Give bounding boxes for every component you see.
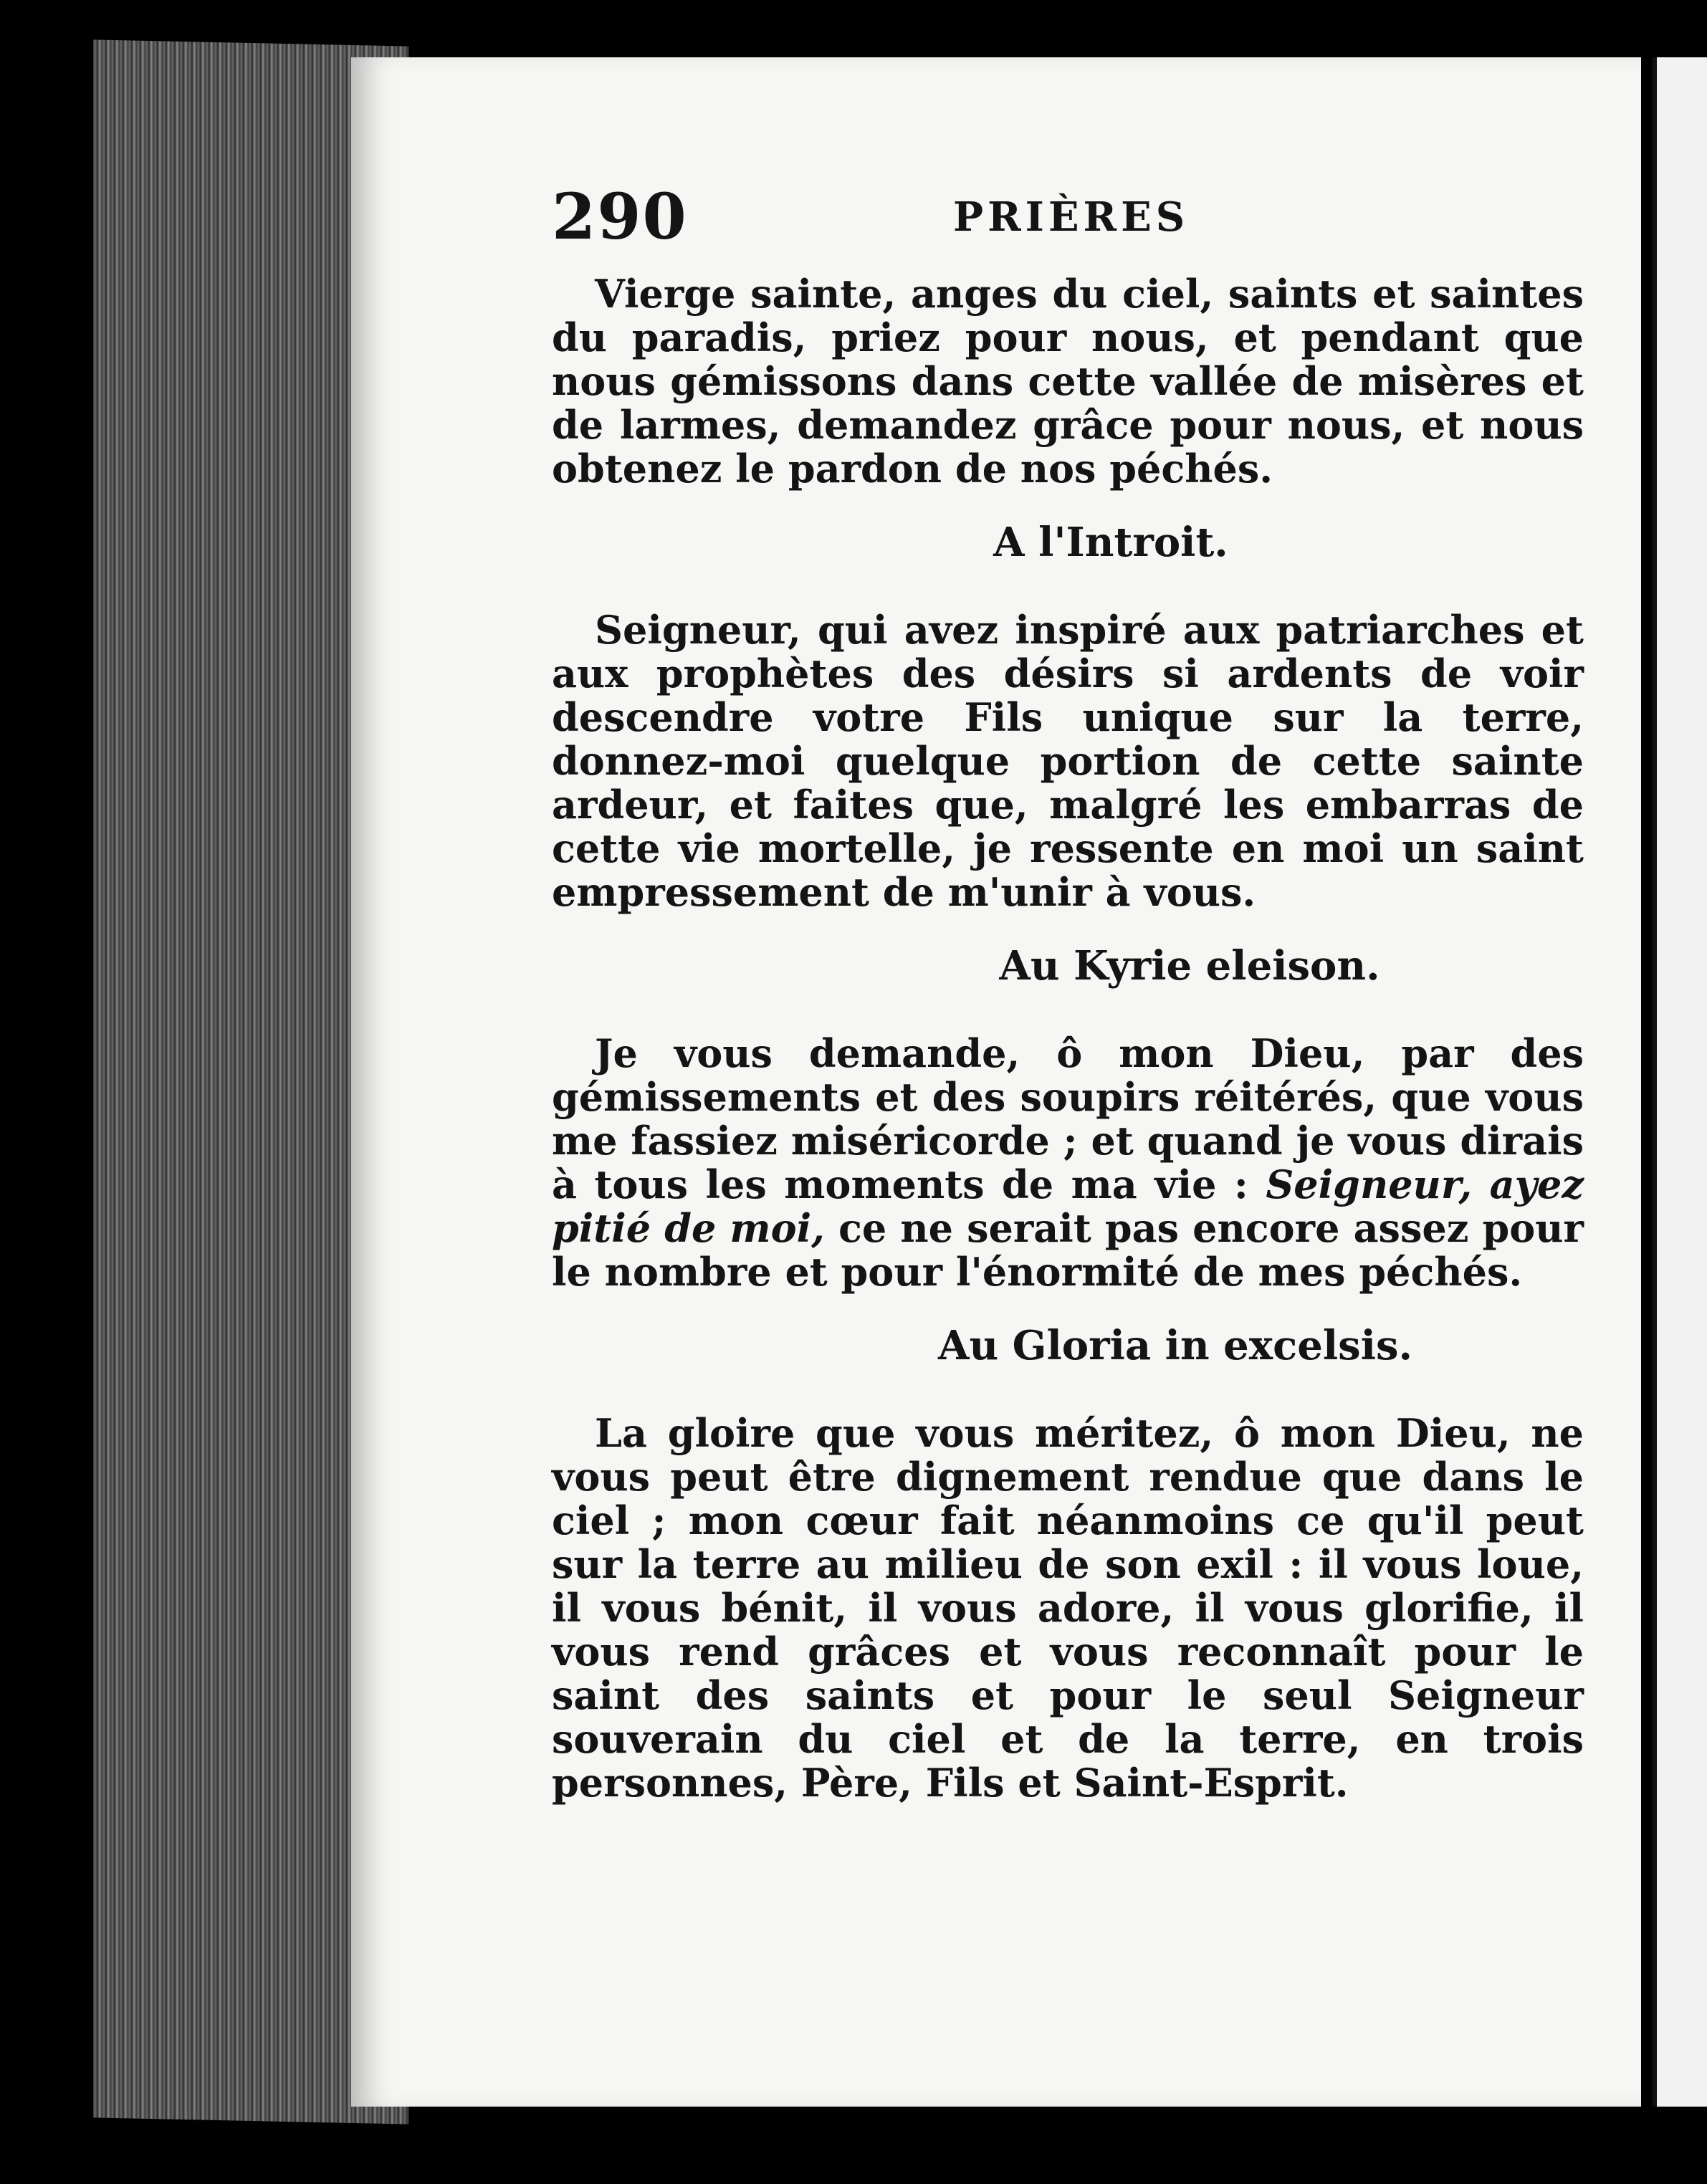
paragraph-kyrie-part1: Je vous demande, ô mon Dieu, par des gémissements et des soupirs réitérés, que vous me fassiez miséricorde ; et quand je vous dirais à tous les moments de ma vie : <box>552 1030 1584 1207</box>
facing-page-edge <box>1653 57 1707 2107</box>
heading-kyrie: Au Kyrie eleison. <box>999 942 1380 990</box>
running-head: PRIÈRES <box>953 193 1190 241</box>
paragraph-gloria: La gloire que vous méritez, ô mon Dieu, ne vous peut être dignement rendue que dans le ciel ; mon cœur fait néanmoins ce qu'il peut sur la terre au milieu de son exil : il vous loue, il vous bénit, il vous adore, il vous glorifie, il vous rend grâces et vous reconnaît pour le saint des saints et pour le seul Seigneur souverain du ciel et de la terre, en trois personnes, Père, Fils et Saint-Esprit. <box>552 1410 1584 1806</box>
page-content <box>552 179 1584 1805</box>
page-number: 290 <box>552 179 688 254</box>
heading-gloria: Au Gloria in excelsis. <box>938 1322 1412 1369</box>
paragraph-vierge-sainte: Vierge sainte, anges du ciel, saints et saintes du paradis, priez pour nous, et pendant que nous gémissons dans cette vallée de misères et de larmes, demandez grâce pour nous, et nous obtenez le pardon de nos péchés. <box>552 271 1584 492</box>
paragraph-kyrie-part2: ce ne serait pas encore assez pour le nombre et pour l'énormité de mes péchés. <box>552 1205 1584 1295</box>
paragraph-kyrie <box>552 1032 1584 1294</box>
page-header <box>552 179 1584 254</box>
heading-introit: A l'Introit. <box>993 519 1228 566</box>
paragraph-kyrie-italic: Seigneur, ayez pitié de moi, <box>552 1162 1584 1251</box>
paragraph-introit: Seigneur, qui avez inspiré aux patriarches et aux prophètes des désirs si ardents de voir descendre votre Fils unique sur la terre, donnez-moi quelque portion de cette sainte ardeur, et faites que, malgré les embarras de cette vie mortelle, je ressente en moi un saint empressement de m'unir à vous. <box>552 607 1584 915</box>
